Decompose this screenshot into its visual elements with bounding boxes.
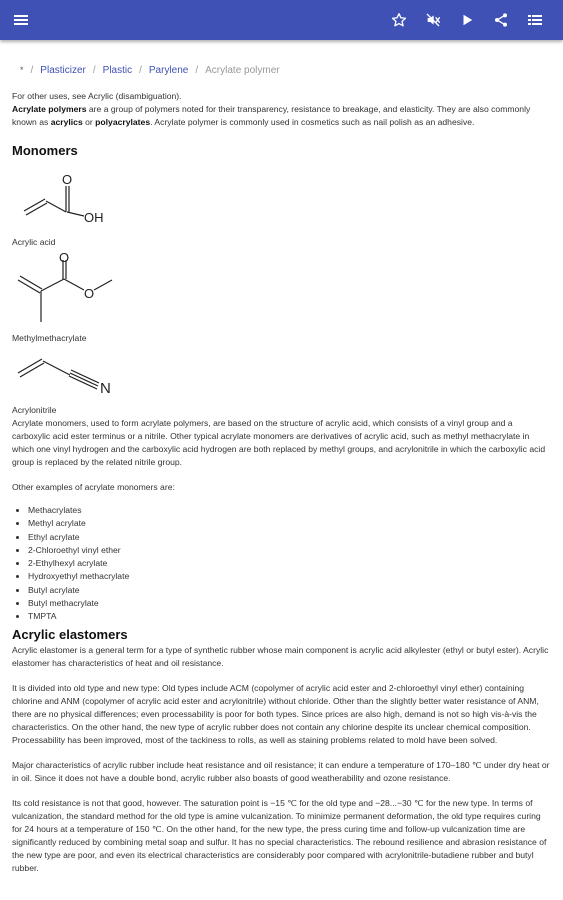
list-item: • Ethyl acrylate: [28, 531, 552, 544]
lead-paragraph: Acrylate polymers are a group of polymers noted for their transparency, resistance to breakage, and elasticity. They are also commonly known as acrylics or polyacrylates. Acrylate polymer is commonly used in cosmetics such as nail polish as an adhesive.: [12, 104, 531, 127]
menu-icon: [13, 13, 29, 27]
play-icon: [460, 13, 474, 27]
list-item: • 2-Ethylhexyl acrylate: [28, 557, 552, 570]
breadcrumb: * / Plasticizer / Plastic / Parylene / Acrylate polymer: [20, 65, 280, 76]
breadcrumb-current: Acrylate polymer: [205, 65, 280, 76]
breadcrumb-item-parylene[interactable]: Parylene: [148, 65, 189, 76]
svg-text:N: N: [100, 380, 111, 397]
caption-acrylonitrile: Acrylonitrile: [12, 405, 57, 415]
monomers-paragraph: Acrylate monomers, used to form acrylate polymers, are based on the structure of acrylic acid, which consists of a vinyl group and a carboxylic acid ester terminus or a nitrile. Other typical acrylate monomers are derivatives of acrylic acid, such as methyl methacrylate in which one vinyl hydrogen and the carboxylic acid hydrogen are both replaced by methyl groups, and acrylonitrile in which the carboxylic acid group is replaced by the related nitrile group.: [12, 418, 546, 467]
section-heading-monomers: Monomers: [12, 143, 78, 158]
share-icon: [493, 12, 509, 28]
caption-acrylic-acid: Acrylic acid: [12, 237, 56, 247]
elastomers-paragraph-3: Major characteristics of acrylic rubber include heat resistance and oil resistance; it can endure a temperature of 170–180 ℃ under dry heat or in oil. Since it does not have a double bond, acrylic rubber also boasts of good weatherability and ozone resistance.: [12, 759, 550, 783]
breadcrumb-item-plasticizer[interactable]: Plasticizer: [40, 65, 86, 76]
list-item: • Hydroxyethyl methacrylate: [28, 570, 552, 583]
article: [12, 56, 552, 875]
star-icon: [391, 12, 407, 28]
list-item: • TMPTA: [28, 610, 552, 623]
svg-text:O: O: [62, 172, 73, 187]
mute-button[interactable]: [417, 0, 449, 40]
section-heading-acrylic-elastomers: Acrylic elastomers: [12, 626, 128, 642]
acrylic-acid-structure: [12, 164, 122, 230]
monomers-examples-intro: Other examples of acrylate monomers are:: [12, 482, 175, 492]
methylmethacrylate-structure: [12, 252, 122, 328]
breadcrumb-home[interactable]: *: [20, 65, 24, 75]
list-item: • Butyl methacrylate: [28, 597, 552, 610]
list-item: • Methacrylates: [28, 504, 552, 517]
svg-text:O: O: [84, 286, 95, 301]
hatnote: For other uses, see Acrylic (disambiguation).: [12, 91, 182, 101]
svg-text:O: O: [59, 252, 70, 265]
elastomers-paragraph-2: It is divided into old type and new type: Old types include ACM (copolymer of acrylic acid ester and 2-chloroethyl vinyl ether) containing chlorine and ANM (copolymer of acrylic acid ester and acrylonitrile) without chloride. Other than the slightly better water resistance of ANM, there are no physical differences; even processability is poor for both types. Since prices are also high, demand is not so high vis-à-vis the characteristics. On the other hand, the new type of acrylic rubber does not contain any chlorine despite its unclear chemical composition. Processability has been improved, most of the tackiness to rolls, as well as staining problems related to mold have been solved.: [12, 682, 539, 745]
favorite-button[interactable]: [383, 0, 415, 40]
menu-button[interactable]: [5, 0, 37, 40]
svg-text:OH: OH: [84, 210, 104, 225]
app-bar: [0, 0, 563, 40]
list-item: • 2-Chloroethyl vinyl ether: [28, 544, 552, 557]
list-item: • Butyl acrylate: [28, 584, 552, 597]
list-icon: [527, 13, 543, 27]
list-item: • Methyl acrylate: [28, 517, 552, 530]
caption-methylmethacrylate: Methylmethacrylate: [12, 333, 87, 343]
breadcrumb-item-plastic[interactable]: Plastic: [102, 65, 133, 76]
share-button[interactable]: [485, 0, 517, 40]
elastomers-paragraph-4: Its cold resistance is not that good, however. The saturation point is −15 ℃ for the old type and −28...−30 ℃ for the new type. In terms of vulcanization, the standard method for the old type is amine vulcanization. To minimize permanent deformation, the old type requires curing for 24 hours at a temperature of 150 ℃. On the other hand, for the new type, the press curing time and follow-up vulcanization time are significantly reduced by combining metal soap and sulfur. It has no special characteristics. The rebound resilience and abrasion resistance of the new type are poor, and even its electrical characteristics are considerably poor compared with acrylonitrile-butadiene rubber and butyl rubber.: [12, 797, 547, 873]
contents-button[interactable]: [519, 0, 551, 40]
monomers-list: [12, 504, 552, 624]
volume-off-icon: [425, 12, 441, 28]
play-button[interactable]: [451, 0, 483, 40]
acrylonitrile-structure: [12, 346, 122, 398]
elastomers-paragraph-1: Acrylic elastomer is a general term for a type of synthetic rubber whose main component is acrylic acid alkylester (ethyl or butyl ester). Acrylic elastomer has characteristics of heat and oil resistance.: [12, 644, 549, 668]
